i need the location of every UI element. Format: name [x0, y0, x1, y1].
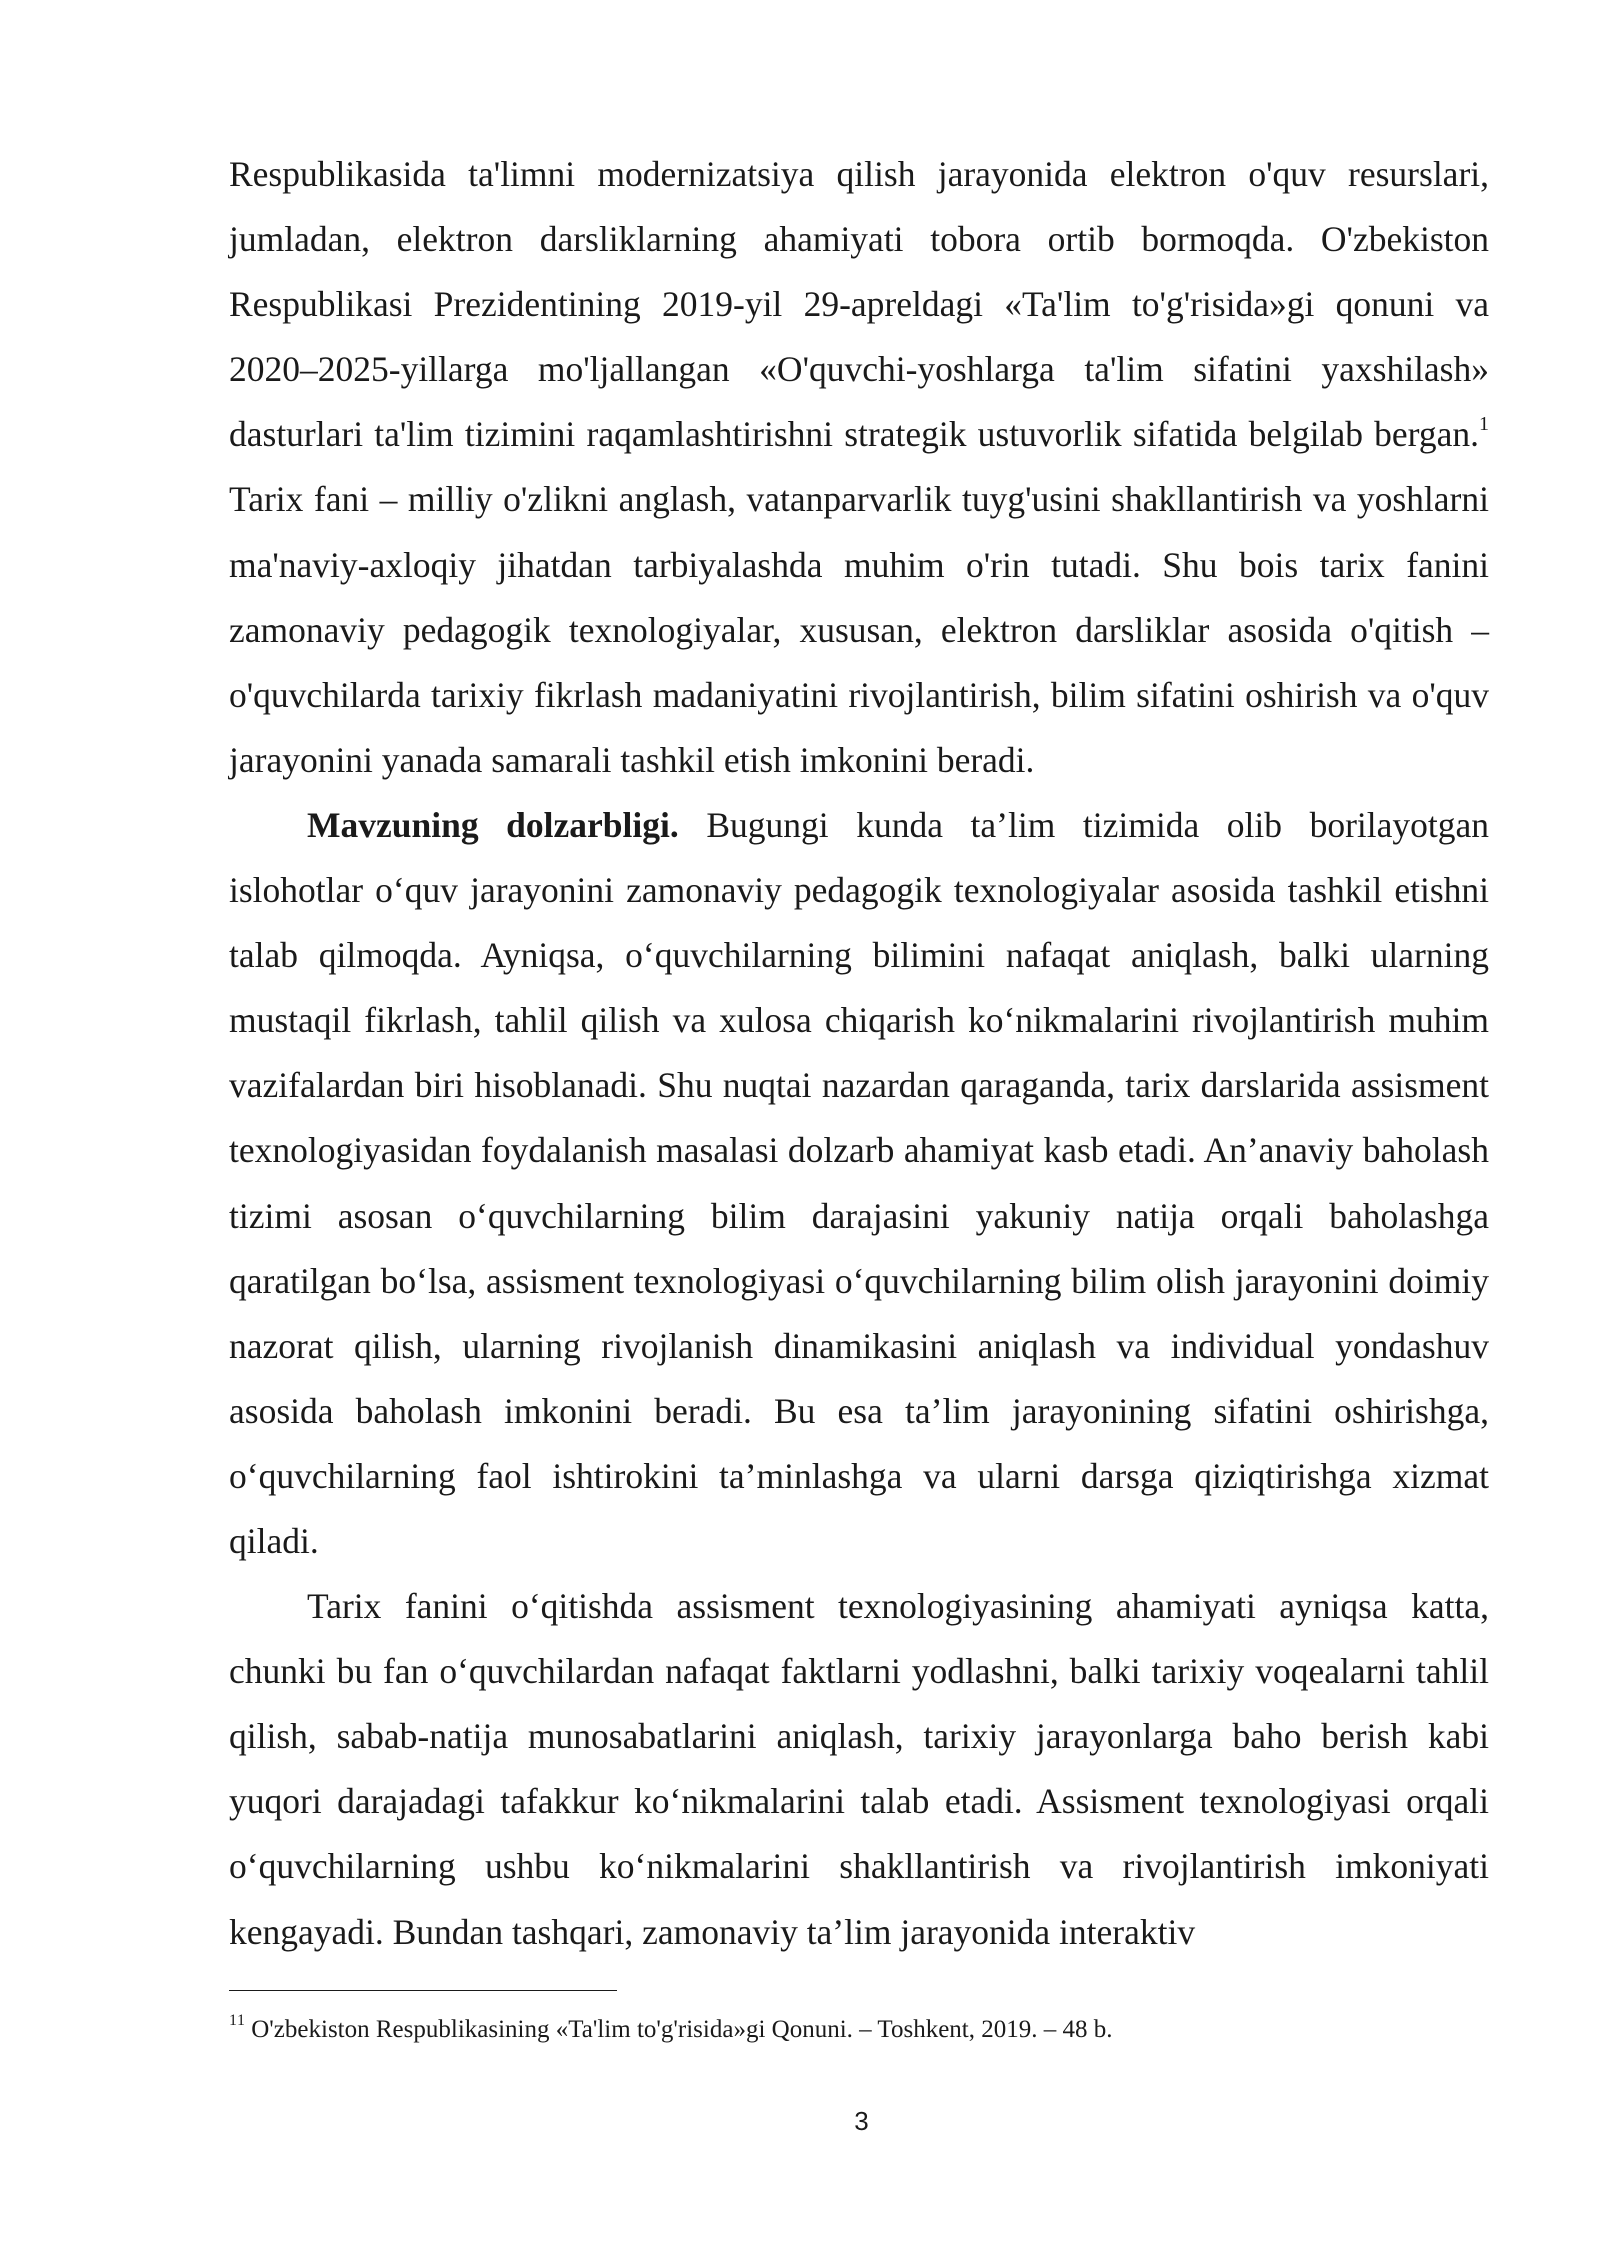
- footnote-separator: [229, 1990, 617, 1991]
- paragraph-relevance: [229, 793, 1489, 1574]
- paragraph-intro-text: Respublikasida ta'limni modernizatsiya qilish jarayonida elektron o'quv resurslari, jumladan, elektron darsliklarning ahamiyati tobora ortib bormoqda. O'zbekiston Respublikasi Prezidentining 2019-yil 29-apreldagi «Ta'lim to'g'risida»gi qonuni va 2020–2025-yillarga mo'ljallangan «O'quvchi-yoshlarga ta'lim sifatini yaxshilash» dasturlari ta'lim tizimini raqamlashtirishni strategik ustuvorlik sifatida belgilab bergan.: [229, 154, 1489, 455]
- footnote: [229, 2011, 1489, 2046]
- section-heading-relevance: Mavzuning dolzarbligi.: [307, 804, 679, 845]
- paragraph-intro: [229, 142, 1489, 793]
- footnote-text: O'zbekiston Respublikasining «Ta'lim to'g'risida»gi Qonuni. – Toshkent, 2019. – 48 b.: [245, 2016, 1113, 2043]
- footnote-inline-marker: 1: [237, 2011, 245, 2029]
- page-number: 3: [854, 2106, 869, 2136]
- body-text: [229, 142, 1489, 1965]
- paragraph-history-teaching: Tarix fanini o‘qitishda assisment texnologiyasining ahamiyati ayniqsa katta, chunki bu fan o‘quvchilardan nafaqat faktlarni yodlashni, balki tarixiy voqealarni tahlil qilish, sabab-natija munosabatlarini aniqlash, tarixiy jarayonlarga baho berish kabi yuqori darajadagi tafakkur ko‘nikmalarini talab etadi. Assisment texnologiyasi orqali o‘quvchilarning ushbu ko‘nikmalarini shakllantirish va rivojlantirish imkoniyati kengayadi. Bundan tashqari, zamonaviy ta’lim jarayonida interaktiv: [229, 1586, 1489, 1952]
- footnote-marker: 1: [229, 2011, 237, 2029]
- footnote-reference[interactable]: 1: [1479, 412, 1489, 435]
- paragraph-relevance-text: Bugungi kunda ta’lim tizimida olib borilayotgan islohotlar o‘quv jarayonini zamonaviy pedagogik texnologiyalar asosida tashkil etishni talab qilmoqda. Ayniqsa, o‘quvchilarning bilimini nafaqat aniqlash, balki ularning mustaqil fikrlash, tahlil qilish va xulosa chiqarish ko‘nikmalarini rivojlantirish muhim vazifalardan biri hisoblanadi. Shu nuqtai nazardan qaraganda, tarix darslarida assisment texnologiyasidan foydalanish masalasi dolzarb ahamiyat kasb etadi. An’anaviy baholash tizimi asosan o‘quvchilarning bilim darajasini yakuniy natija orqali baholashga qaratilgan bo‘lsa, assisment texnologiyasi o‘quvchilarning bilim olish jarayonini doimiy nazorat qilish, ularning rivojlanish dinamikasini aniqlash va individual yondashuv asosida baholash imkonini beradi. Bu esa ta’lim jarayonining sifatini oshirishga, o‘quvchilarning faol ishtirokini ta’minlashga va ularni darsga qiziqtirishga xizmat qiladi.: [229, 804, 1490, 1561]
- paragraph-intro-continuation: Tarix fani – milliy o'zlikni anglash, vatanparvarlik tuyg'usini shakllantirish va yoshlarni ma'naviy-axloqiy jihatdan tarbiyalashda muhim o'rin tutadi. Shu bois tarix fanini zamonaviy pedagogik texnologiyalar, xususan, elektron darsliklar asosida o'qitish – o'quvchilarda tarixiy fikrlash madaniyatini rivojlantirish, bilim sifatini oshirish va o'quv jarayonini yanada samarali tashkil etish imkonini beradi.: [229, 479, 1489, 780]
